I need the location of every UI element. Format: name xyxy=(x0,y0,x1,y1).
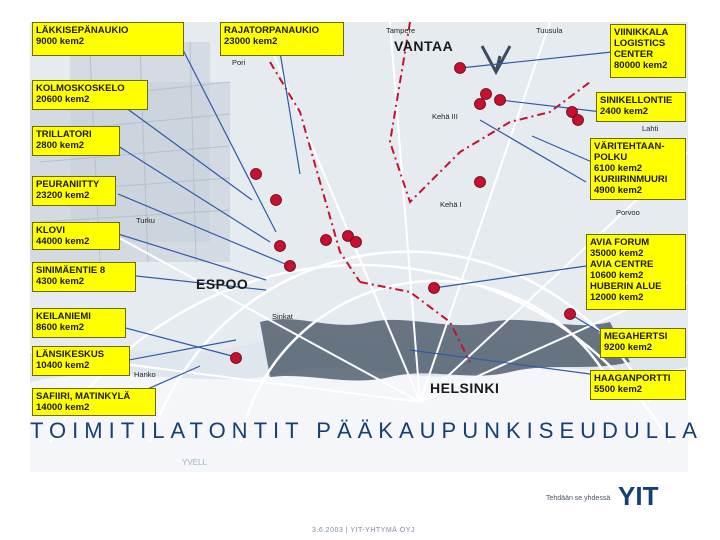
site-area: 12000 kem2 xyxy=(590,292,644,303)
road-label: Tuusula xyxy=(536,26,563,35)
site-name: PEURANIITTY xyxy=(36,179,100,190)
yit-logo xyxy=(618,484,704,508)
site-name: MEGAHERTSI xyxy=(604,331,668,342)
site-marker[interactable] xyxy=(275,241,286,252)
road-label: Kehä I xyxy=(440,200,462,209)
site-label[interactable] xyxy=(32,22,184,56)
site-label[interactable] xyxy=(32,80,148,110)
site-area: 10600 kem2 xyxy=(590,270,644,281)
site-label[interactable] xyxy=(220,22,344,56)
city-label-vantaa: VANTAA xyxy=(394,38,454,54)
road-label: Tampere xyxy=(386,26,416,35)
site-name: AVIA FORUM xyxy=(590,237,650,248)
site-area: 44000 kem2 xyxy=(36,236,90,247)
site-name: RAJATORPANAUKIO xyxy=(224,25,320,36)
site-marker[interactable] xyxy=(455,63,466,74)
site-label[interactable] xyxy=(596,92,686,122)
site-marker[interactable] xyxy=(429,283,440,294)
site-name: KURIIRINMUURI xyxy=(594,174,668,185)
site-label[interactable] xyxy=(610,24,686,78)
site-label[interactable] xyxy=(32,262,136,292)
site-marker[interactable] xyxy=(475,99,486,110)
site-area: 2800 kem2 xyxy=(36,140,85,151)
site-area: 4300 kem2 xyxy=(36,276,85,287)
road-label: Hanko xyxy=(134,370,156,379)
site-marker[interactable] xyxy=(481,89,492,100)
road-label: Turku xyxy=(136,216,155,225)
site-name: LÄNSIKESKUS xyxy=(36,349,105,360)
site-area: 10400 kem2 xyxy=(36,360,90,371)
site-name: SINIKELLONTIE xyxy=(600,95,673,106)
site-label[interactable] xyxy=(590,138,686,200)
site-area: 6100 kem2 xyxy=(594,163,643,174)
site-marker[interactable] xyxy=(495,95,506,106)
site-area: 80000 kem2 xyxy=(614,60,668,71)
site-marker[interactable] xyxy=(271,195,282,206)
site-label[interactable] xyxy=(586,234,686,310)
site-marker[interactable] xyxy=(251,169,262,180)
slide-subtitle: YVELL xyxy=(182,458,207,467)
site-label[interactable] xyxy=(32,126,120,156)
site-name-line: VÄRITEHTAAN- xyxy=(594,141,665,152)
site-name: TRILLATORI xyxy=(36,129,92,140)
site-name-line: POLKU xyxy=(594,152,628,163)
site-marker[interactable] xyxy=(285,261,296,272)
site-label[interactable] xyxy=(32,176,116,206)
site-name: HUBERIN ALUE xyxy=(590,281,662,292)
logo-text: YIT xyxy=(618,484,659,508)
site-name: SAFIIRI, MATINKYLÄ xyxy=(36,391,131,402)
site-area: 5500 kem2 xyxy=(594,384,643,395)
site-area: 4900 kem2 xyxy=(594,185,643,196)
site-marker[interactable] xyxy=(351,237,362,248)
site-area: 9200 kem2 xyxy=(604,342,653,353)
site-area: 23200 kem2 xyxy=(36,190,90,201)
site-marker[interactable] xyxy=(231,353,242,364)
city-label-espoo: ESPOO xyxy=(196,276,249,292)
site-name-line: LOGISTICS xyxy=(614,38,666,49)
site-area: 2400 kem2 xyxy=(600,106,649,117)
site-label[interactable] xyxy=(32,388,156,416)
site-name: AVIA CENTRE xyxy=(590,259,654,270)
site-marker[interactable] xyxy=(475,177,486,188)
site-marker[interactable] xyxy=(565,309,576,320)
site-label[interactable] xyxy=(600,328,686,358)
site-name: KEILANIEMI xyxy=(36,311,91,322)
site-area: 9000 kem2 xyxy=(36,36,85,47)
site-name: HAAGANPORTTI xyxy=(594,373,671,384)
site-name: KOLMOSKOSKELO xyxy=(36,83,125,94)
site-area: 14000 kem2 xyxy=(36,402,90,413)
tagline: Tehdään se yhdessä xyxy=(546,495,611,502)
road-label: Lahti xyxy=(642,124,659,133)
site-area: 35000 kem2 xyxy=(590,248,644,259)
road-label: Sinkat xyxy=(272,312,293,321)
site-area: 8600 kem2 xyxy=(36,322,85,333)
site-name: LÄKKISEPÄNAUKIO xyxy=(36,25,129,36)
road-label: Kehä III xyxy=(432,112,458,121)
site-name: KLOVI xyxy=(36,225,66,236)
site-label[interactable] xyxy=(32,222,120,250)
site-marker[interactable] xyxy=(573,115,584,126)
road-label: Pori xyxy=(232,58,246,67)
site-label[interactable] xyxy=(32,308,126,338)
site-name-line: VIINIKKALA xyxy=(614,27,669,38)
site-label[interactable] xyxy=(32,346,130,376)
city-label-helsinki: HELSINKI xyxy=(430,380,500,396)
site-label[interactable] xyxy=(590,370,686,400)
map xyxy=(30,22,688,472)
site-marker[interactable] xyxy=(321,235,332,246)
slide-title: TOIMITILATONTIT PÄÄKAUPUNKISEUDULLA xyxy=(30,418,703,443)
site-name-line: CENTER xyxy=(614,49,654,60)
site-area: 23000 kem2 xyxy=(224,36,278,47)
road-label: Porvoo xyxy=(616,208,640,217)
site-name: SINIMÄENTIE 8 xyxy=(36,265,106,276)
site-area: 20600 kem2 xyxy=(36,94,90,105)
footer: 3.6.2003 | YIT-YHTYMÄ OYJ xyxy=(312,527,415,534)
